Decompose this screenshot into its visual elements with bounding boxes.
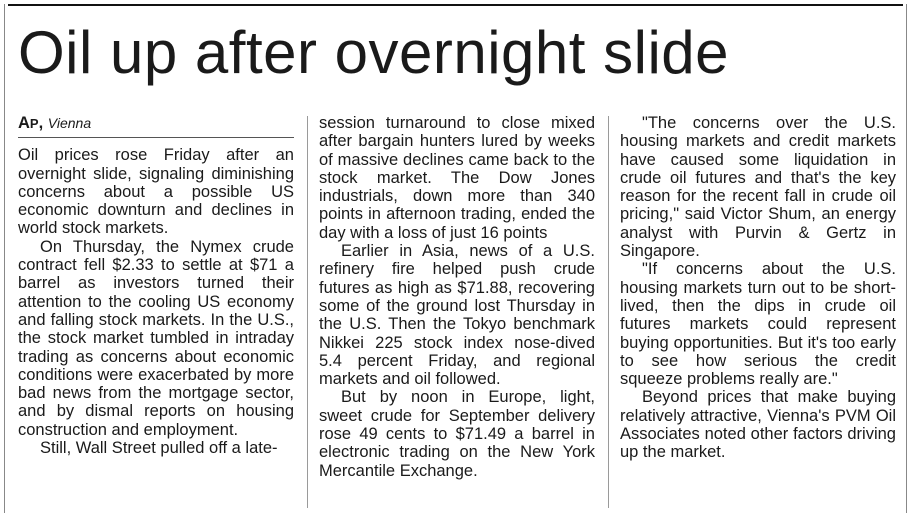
column-separator — [307, 116, 308, 508]
column-separator — [608, 116, 609, 508]
paragraph: Beyond prices that make buying relatively attractive, Vienna's PVM Oil Associates noted other factors driving up the market. — [620, 388, 896, 462]
headline: Oil up after overnight slide — [18, 19, 730, 86]
byline — [18, 114, 294, 133]
paragraph: On Thursday, the Nymex crude contract fell $2.33 to settle at $71 a barrel as investors turned their attention to the cooling US economy and falling stock markets. In the U.S., the stock market tumbled in intraday trading as concerns about economic conditions were exacerbated by more bad news from the mortgage sector, and by dismal reports on housing construction and employment. — [18, 237, 294, 439]
paragraph: Earlier in Asia, news of a U.S. refinery fire helped push crude futures as high as $71.88, recovering some of the ground lost Thursday in the U.S. Then the Tokyo benchmark Nikkei 225 stock index nose-dived 5.4 percent Friday, and regional markets and oil followed. — [319, 242, 595, 389]
article-column-1 — [18, 114, 294, 457]
byline-city: Vienna — [47, 115, 92, 131]
byline-agency-initial: A — [18, 114, 30, 132]
paragraph: "The concerns over the U.S. housing markets and credit markets have caused some liquidation in crude oil futures and that's the key reason for the recent fall in crude oil pricing," said Victor Shum, an energy analyst with Purvin & Gertz in Singapore. — [620, 114, 896, 261]
top-rule — [8, 4, 903, 6]
left-border — [4, 4, 5, 513]
byline-agency-rest: P — [29, 116, 39, 131]
paragraph: Still, Wall Street pulled off a late- — [40, 439, 278, 458]
paragraph: "If concerns about the U.S. housing markets turn out to be short-lived, then the dips in crude oil futures markets could represent buying opportunities. But it's too early to see how serious the credit squeeze problems really are." — [620, 260, 896, 389]
paragraph: But by noon in Europe, light, sweet crude for September delivery rose 49 cents to $71.49 a barrel in electronic trading on the New York Mercantile Exchange. — [319, 388, 595, 480]
right-border — [906, 4, 907, 513]
paragraph: session turnaround to close mixed after bargain hunters lured by weeks of massive declines came back to the stock market. The Dow Jones industrials, down more than 340 points in afternoon trading, ended the day with a loss of just 16 points — [319, 114, 595, 242]
article-column-3 — [620, 114, 896, 462]
byline-agency — [18, 114, 43, 132]
byline-rule — [18, 137, 294, 138]
byline-comma: , — [38, 114, 44, 132]
paragraph: Oil prices rose Friday after an overnight slide, signaling diminishing concerns about a possible US economic downturn and declines in world stock markets. — [18, 146, 294, 238]
article-column-2 — [319, 114, 595, 480]
